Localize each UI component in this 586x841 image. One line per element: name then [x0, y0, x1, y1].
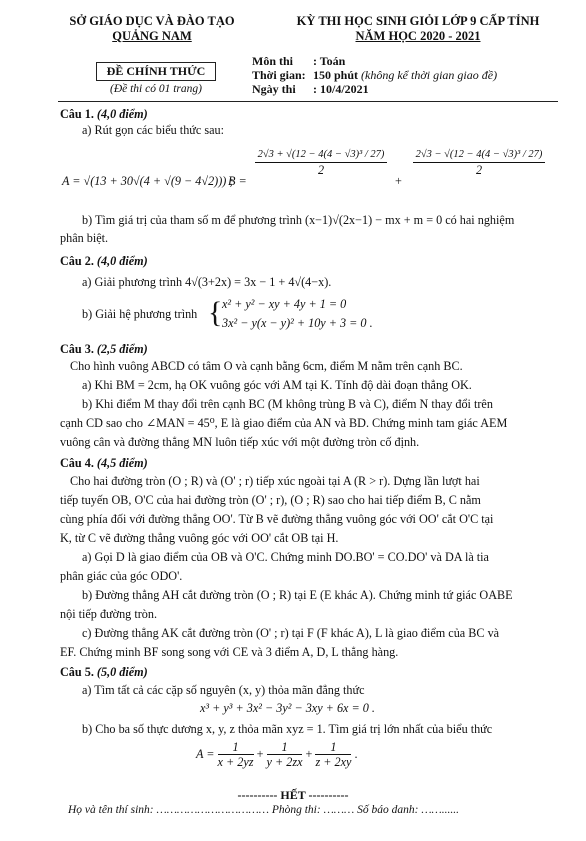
q3-title: Câu 3. — [60, 342, 94, 356]
expr-B-denominator-2: 2 — [475, 163, 483, 177]
q5-points: (5,0 điểm) — [96, 665, 148, 679]
q2b-equation-1: x² + y² − xy + 4y + 1 = 0 — [222, 297, 347, 311]
expr-B-numerator-1: 2√3 + √(12 − 4(4 − √3)³ / 27) — [255, 148, 388, 163]
q2b-label: b) Giải hệ phương trình — [82, 307, 198, 321]
system-brace-icon: { — [208, 296, 223, 329]
q3b-line1: b) Khi điểm M thay đổi trên cạnh BC (M không trùng B và C), điểm N thay đổi trên — [82, 397, 493, 411]
expr-B-denominator-1: 2 — [317, 163, 325, 177]
date-row — [252, 82, 369, 96]
q3a-text: a) Khi BM = 2cm, hạ OK vuông góc với AM tại K. Tính độ dài đoạn thẳng OK. — [82, 378, 472, 392]
candidate-info-line: Họ và tên thí sinh: …………………………… Phòng thi: ……… Số báo danh: ……...... — [68, 804, 460, 816]
q4a-line2: phân giác của góc ODO'. — [60, 569, 183, 583]
q4c-line2: EF. Chứng minh BF song song với CE và 3 điểm A, D, L thẳng hàng. — [60, 645, 399, 659]
issuing-department — [62, 14, 242, 44]
official-stamp: ĐỀ CHÍNH THỨC — [96, 62, 216, 81]
expr-B-term2 — [406, 148, 552, 177]
q5-title: Câu 5. — [60, 665, 94, 679]
q2-points: (4,0 điểm) — [96, 254, 148, 268]
q5b-fraction-1: $\frac{1}{x + 2yz}$ — [217, 740, 254, 769]
province-name: QUẢNG NAM — [112, 29, 192, 43]
time-note: (không kể thời gian giao đề) — [361, 68, 498, 82]
subject-label: Môn thi — [252, 54, 294, 68]
exam-name: KỲ THI HỌC SINH GIỎI LỚP 9 CẤP TỈNH — [296, 14, 540, 28]
q2a-text: a) Giải phương trình 4√(3+2x) = 3x − 1 + 4√(4−x). — [82, 275, 332, 289]
header-divider — [58, 101, 558, 102]
date-value: : 10/4/2021 — [313, 82, 369, 96]
q3b-line2: cạnh CD sao cho ∠MAN = 45⁰, E là giao điểm của AN và BD. Chứng minh tam giác AEM — [60, 416, 508, 430]
q4-intro-line2: tiếp tuyến OB, O'C của hai đường tròn (O' ; r), (O ; R) sao cho hai tiếp điểm B, C nằm — [60, 493, 481, 507]
q3-points: (2,5 điểm) — [96, 342, 148, 356]
q3-intro: Cho hình vuông ABCD có tâm O và cạnh bằng 6cm, điểm M nằm trên cạnh BC. — [70, 359, 463, 373]
q4-heading — [60, 455, 560, 471]
q4-intro-line4: K, từ C vẽ đường thẳng vuông góc với OO' cắt OB tại H. — [60, 531, 339, 545]
subject-value: : Toán — [313, 54, 346, 68]
expr-B-term1 — [248, 148, 394, 177]
q1-points: (4,0 điểm) — [96, 107, 148, 121]
q5b-A-label: A = — [196, 747, 215, 761]
department-name: SỞ GIÁO DỤC VÀ ĐÀO TẠO — [69, 14, 235, 28]
q1b-line1: b) Tìm giá trị của tham số m để phương trình (x−1)√(2x−1) − mx + m = 0 có hai nghiệm — [82, 213, 515, 227]
exam-title — [268, 14, 568, 44]
expr-B-label: B = — [228, 174, 247, 188]
q5b-fraction-2: $\frac{1}{y + 2zx}$ — [266, 740, 303, 769]
time-value: 150 phút — [313, 68, 359, 82]
page-count-note: (Đề thi có 01 trang) — [110, 83, 202, 95]
q5a-text: a) Tìm tất cả các cặp số nguyên (x, y) thỏa mãn đẳng thức — [82, 683, 365, 697]
q1a-expressions: A = √(13 + 30√(4 + √(9 − 4√2))) ; B = $\frac{\text{2√3 + √(12 − 4(4 − √3)³ / 27)}}{2}$ + $\frac{\text{2√3 − √(12 − 4(4 − √3)³ / 27)}}{2}$ — [62, 148, 562, 204]
q5b-expression: A = $\frac{1}{x + 2yz}$ + $\frac{1}{y + 2zx}$ + $\frac{1}{z + 2xy}$ . — [196, 740, 358, 769]
q1-heading — [60, 106, 560, 122]
date-label: Ngày thi — [252, 82, 296, 96]
q2-title: Câu 2. — [60, 254, 94, 268]
q2b-system — [82, 296, 562, 336]
q1b-line2: phân biệt. — [60, 231, 109, 245]
q4-title: Câu 4. — [60, 456, 94, 470]
q2b-equation-2: 3x² − y(x − y)² + 10y + 3 = 0 . — [222, 316, 373, 330]
subject-row — [252, 54, 345, 68]
q4-intro-line3: cùng phía đối với đường thẳng OO'. Từ B vẽ đường thẳng vuông góc với OO' cắt O'C tại — [60, 512, 494, 526]
q5a-equation: x³ + y³ + 3x² − 3y² − 3xy + 6x = 0 . — [200, 701, 375, 715]
q5-heading — [60, 664, 560, 680]
q4-intro-line1: Cho hai đường tròn (O ; R) và (O' ; r) tiếp xúc ngoài tại A (R > r). Dựng lần lượt hai — [70, 474, 480, 488]
q5b-fraction-3: $\frac{1}{z + 2xy}$ — [315, 740, 352, 769]
q4b-line1: b) Đường thẳng AH cắt đường tròn (O ; R) tại E (E khác A). Chứng minh tứ giác OABE — [82, 588, 513, 602]
q1a-intro: a) Rút gọn các biểu thức sau: — [82, 123, 224, 137]
q4a-line1: a) Gọi D là giao điểm của OB và O'C. Chứng minh DO.BO' = CO.DO' và DA là tia — [82, 550, 489, 564]
end-of-exam-mark: ---------- HẾT ---------- — [237, 788, 349, 802]
q4-points: (4,5 điểm) — [96, 456, 148, 470]
q5b-text: b) Cho ba số thực dương x, y, z thỏa mãn xyz = 1. Tìm giá trị lớn nhất của biểu thức — [82, 722, 493, 736]
q4c-line1: c) Đường thẳng AK cắt đường tròn (O' ; r) tại F (F khác A), L là giao điểm của BC và — [82, 626, 500, 640]
school-year: NĂM HỌC 2020 - 2021 — [355, 29, 481, 43]
q3-heading — [60, 341, 560, 357]
q4b-line2: nội tiếp đường tròn. — [60, 607, 158, 621]
time-label: Thời gian: — [252, 68, 306, 82]
q3b-line3: vuông cân và đường thẳng MN luôn tiếp xúc với một đường tròn cố định. — [60, 435, 420, 449]
expr-B-numerator-2: 2√3 − √(12 − 4(4 − √3)³ / 27) — [413, 148, 546, 163]
q1-title: Câu 1. — [60, 107, 94, 121]
time-row — [252, 68, 497, 82]
expr-A: A = √(13 + 30√(4 + √(9 − 4√2))) ; — [62, 174, 234, 188]
q2-heading — [60, 253, 560, 269]
